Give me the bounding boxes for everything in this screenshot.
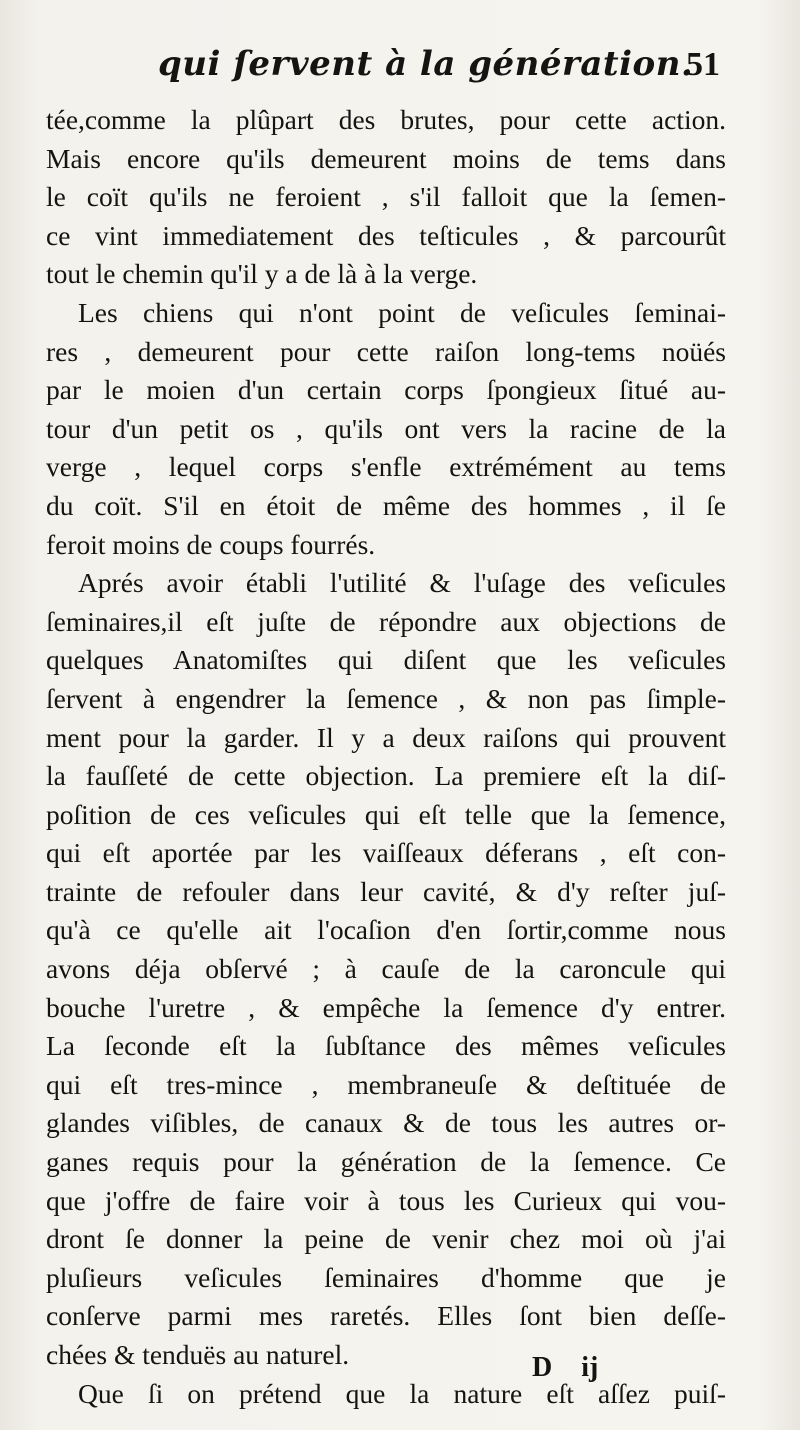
text-line: que j'offre de faire voir à tous les Curieux qui vou- [46,1184,726,1216]
text-line: ſervent à engendrer la ſemence , & non pas ſimple- [46,682,726,714]
text-line: qu'à ce qu'elle ait l'ocaſion d'en ſortir,comme nous [46,914,726,946]
paragraph-start-line: Les chiens qui n'ont point de veſicules ſeminai- [78,296,726,328]
text-line: avons déja obſervé ; à cauſe de la caroncule qui [46,953,726,985]
text-line: glandes viſibles, de canaux & de tous les autres or- [46,1107,726,1139]
text-line: tour d'un petit os , qu'ils ont vers la racine de la [46,412,726,444]
text-line: le coït qu'ils ne feroient , s'il falloit que la ſemen- [46,181,726,213]
text-line: Mais encore qu'ils demeurent moins de tems dans [46,142,726,174]
text-line: chées & tenduës au naturel. [46,1339,350,1370]
text-line: bouche l'uretre , & empêche la ſemence d'y entrer. [46,991,726,1023]
page-number: 51 [686,46,720,83]
text-line: feroit moins de coups fourrés. [46,528,376,560]
running-title: qui ſervent à la génération. [158,44,694,84]
text-line: ment pour la garder. Il y a deux raiſons qui prouvent [46,721,726,753]
text-line: du coït. S'il en étoit de même des hommes , il ſe [46,489,726,521]
text-line: dront ſe donner la peine de venir chez moi où j'ai [46,1223,726,1255]
signature-mark: D ij [532,1352,599,1383]
text-line: ce vint immediatement des teſticules , & parcourût [46,219,726,251]
paragraph-start-line: Aprés avoir établi l'utilité & l'uſage des veſicules [78,567,726,599]
paragraph-start-line: Que ſi on prétend que la nature eſt aſſez puiſ- [78,1377,726,1409]
text-line: tée,comme la plûpart des brutes, pour cette action. [46,104,726,135]
text-line: qui eſt tres-mince , membraneuſe & deſtituée de [46,1068,726,1100]
body-text [46,101,726,1413]
running-head [0,40,800,100]
text-line: par le moien d'un certain corps ſpongieux ſitué au- [46,374,726,406]
text-line: ganes requis pour la génération de la ſemence. Ce [46,1146,726,1178]
text-line: la fauſſeté de cette objection. La premiere eſt la diſ- [46,760,726,792]
text-line: La ſeconde eſt la ſubſtance des mêmes veſicules [46,1030,726,1062]
text-line: trainte de refouler dans leur cavité, & d'y reſter juſ- [46,875,726,907]
page-footer [0,1352,800,1392]
text-line: quelques Anatomiſtes qui diſent que les veſicules [46,644,726,676]
text-line: poſition de ces veſicules qui eſt telle que la ſemence, [46,798,726,830]
text-line: pluſieurs veſicules ſeminaires d'homme que je [46,1261,726,1293]
text-line: conſerve parmi mes raretés. Elles ſont bien deſſe- [46,1300,726,1332]
text-line: tout le chemin qu'il y a de là à la verge. [46,258,478,290]
text-line: res , demeurent pour cette raiſon long-tems noüés [46,335,726,367]
text-line: ſeminaires,il eſt juſte de répondre aux objections de [46,605,726,637]
text-line: qui eſt aportée par les vaiſſeaux déferans , eſt con- [46,837,726,869]
text-line: verge , lequel corps s'enfle extrémément au tems [46,451,726,483]
